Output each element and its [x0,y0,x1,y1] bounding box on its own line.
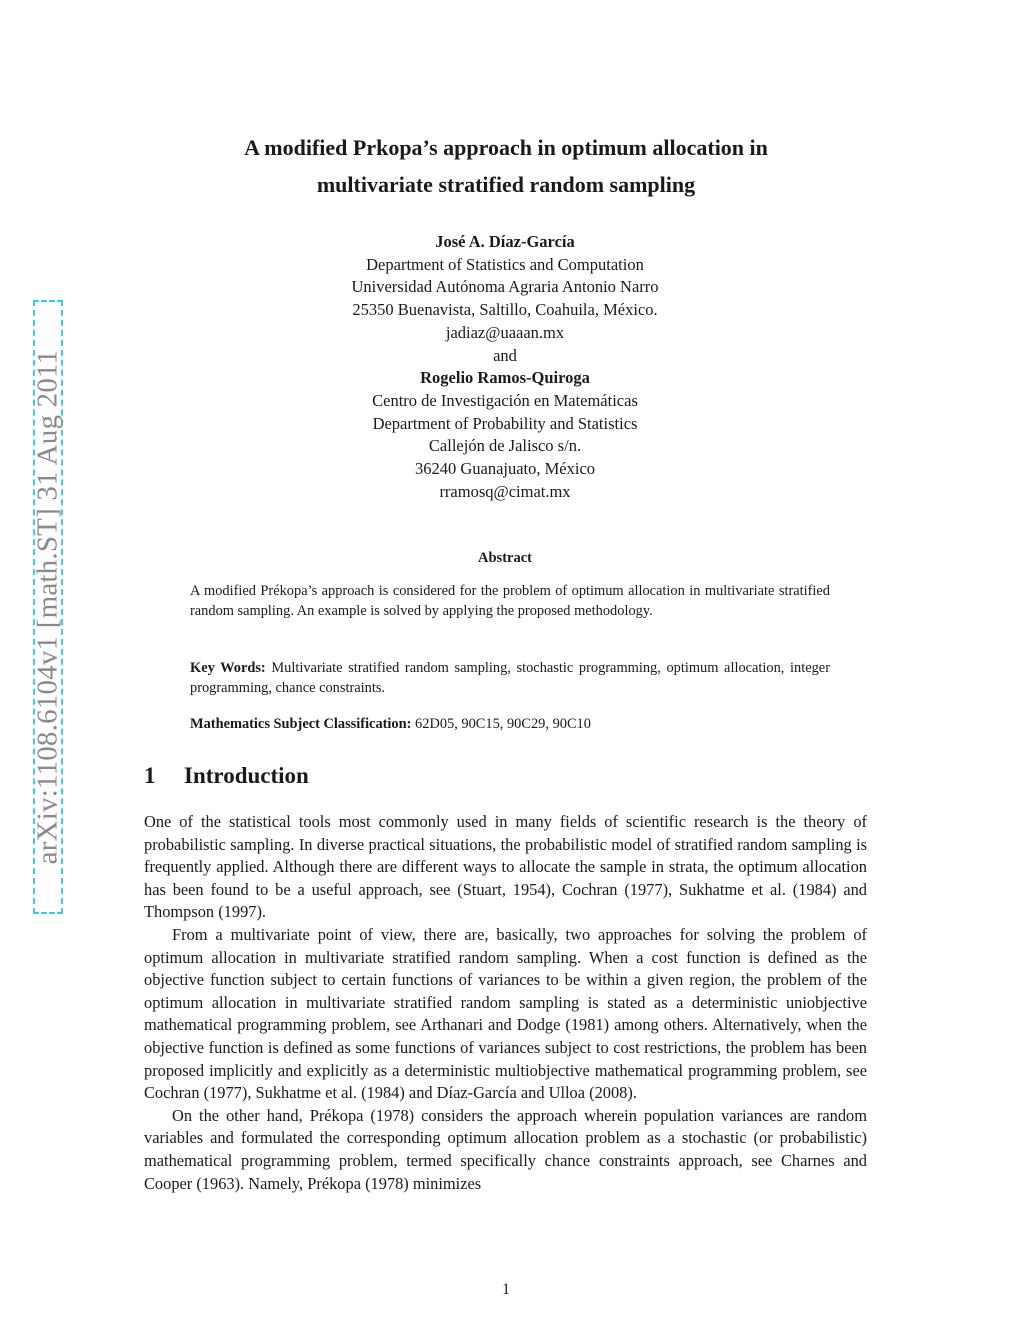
author-1-address: 25350 Buenavista, Saltillo, Coahuila, México. [352,300,658,320]
author-conjunction: and [493,345,517,365]
author-1-email: jadiaz@uaaan.mx [445,322,565,342]
section-heading [144,763,309,789]
paragraph: On the other hand, Prékopa (1978) considers the approach wherein population variances are random variables and formulated the corresponding optimum allocation problem as a stochastic (or probabilistic) mathematical programming problem, termed specifically chance constraints approach, see Charnes and Cooper (1963). Namely, Prékopa (1978) minimizes [144,1105,867,1193]
paragraph: One of the statistical tools most commonly used in many fields of scientific research is the theory of probabilistic sampling. In diverse practical situations, the probabilistic model of stratified random sampling is frequently applied. Although there are different ways to allocate the sample in strata, the optimum allocation has been found to be a useful approach, see (Stuart, 1954), Cochran (1977), Sukhatme et al. (1984) and Thompson (1997). [144,812,867,922]
abstract-heading: Abstract [478,550,532,566]
msc-label: Mathematics Subject Classification: [190,716,412,732]
author-2-department: Department of Probability and Statistics [372,413,638,433]
section-title: Introduction [184,763,309,788]
author-2-city: 36240 Guanajuato, México [414,459,596,479]
author-1-name: José A. Díaz-García [435,232,575,251]
page-number: 1 [502,1281,510,1298]
title-line-1: A modified Prkopa’s approach in optimum allocation in [244,135,768,160]
paper-title [150,129,862,203]
section-number: 1 [144,763,156,788]
msc-codes: 62D05, 90C15, 90C29, 90C10 [415,716,591,732]
author-2-name: Rogelio Ramos-Quiroga [420,368,590,388]
author-block [205,231,805,503]
author-2-email: rramosq@cimat.mx [439,481,571,501]
title-line-2: multivariate stratified random sampling [316,172,696,197]
abstract-text: A modified Prékopa’s approach is considered for the problem of optimum allocation in multivariate stratified random sampling. An example is solved by applying the proposed methodology. [190,583,830,619]
author-2-center: Centro de Investigación en Matemáticas [372,390,638,410]
author-1-department: Department of Statistics and Computation [366,254,644,274]
paragraph: From a multivariate point of view, there are, basically, two approaches for solving the problem of optimum allocation in multivariate stratified random sampling. When a cost function is defined as the objective function subject to certain functions of variances to be within a given region, the problem of the optimum allocation in multivariate stratified random sampling is stated as a deterministic uniobjective mathematical programming problem, see Arthanari and Dodge (1981) among others. Alternatively, when the objective function is defined as some functions of variances subject to cost restrictions, the problem has been proposed implicitly and explicitly as a deterministic multiobjective mathematical programming problem, see Cochran (1977), Sukhatme et al. (1984) and Díaz-García and Ulloa (2008). [144,924,867,1103]
author-1-university: Universidad Autónoma Agraria Antonio Narro [351,277,659,297]
keywords [190,658,830,698]
body-text [144,811,867,1195]
msc-classification [190,714,830,734]
author-2-street: Callejón de Jalisco s/n. [428,436,582,456]
arxiv-stamp: arXiv:1108.6104v1 [math.ST] 31 Aug 2011 [31,349,64,865]
keywords-label: Key Words: [190,660,266,676]
keywords-text: Multivariate stratified random sampling, stochastic programming, optimum allocation, integer programming, chance constraints. [190,660,830,696]
